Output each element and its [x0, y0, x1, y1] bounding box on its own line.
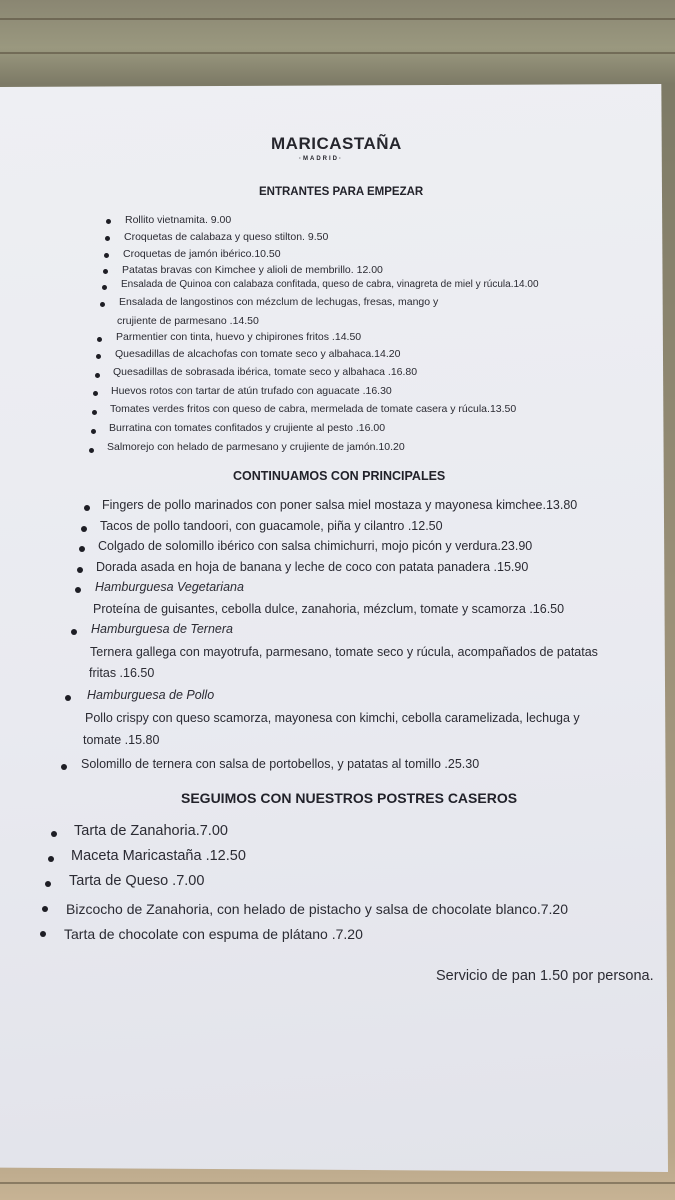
wood-plank-line	[0, 18, 675, 20]
menu-item-description: Ternera gallega con mayotrufa, parmesano, tomate seco y rúcula, acompañados de patatas	[90, 645, 598, 659]
bullet	[89, 448, 94, 453]
menu-item-continuation: tomate .15.80	[83, 733, 160, 747]
bullet	[96, 354, 101, 359]
section-heading-postres: SEGUIMOS CON NUESTROS POSTRES CASEROS	[181, 790, 518, 806]
bullet	[95, 373, 100, 378]
bullet	[48, 856, 54, 862]
menu-item-title: Hamburguesa de Ternera	[91, 622, 233, 636]
bullet	[61, 764, 67, 770]
menu-item: Tarta de Queso .7.00	[69, 873, 205, 889]
menu-item: Salmorejo con helado de parmesano y crujiente de jamón.10.20	[107, 441, 405, 453]
brand-city: ·MADRID·	[299, 156, 343, 162]
bullet	[40, 931, 46, 937]
bullet	[51, 831, 57, 837]
bullet	[81, 526, 87, 532]
menu-item: Ensalada de langostinos con mézclum de lechugas, fresas, mango y	[119, 296, 439, 308]
menu-item: Croquetas de calabaza y queso stilton. 9.50	[124, 231, 329, 243]
menu-item: Tarta de Zanahoria.7.00	[74, 823, 228, 839]
wood-plank-line	[0, 52, 675, 54]
menu-item-continuation: fritas .16.50	[89, 666, 155, 680]
menu-item-title: Hamburguesa Vegetariana	[95, 580, 244, 594]
bullet	[42, 906, 48, 912]
menu-item: Ensalada de Quinoa con calabaza confitada, queso de cabra, vinagreta de miel y rúcula.14.00	[121, 279, 539, 290]
bullet	[97, 337, 102, 342]
bullet	[100, 302, 105, 307]
bullet	[105, 236, 110, 241]
bullet	[71, 629, 77, 635]
brand-name: MARICASTAÑA	[271, 134, 402, 153]
bullet	[65, 695, 71, 701]
menu-item: Burratina con tomates confitados y crujiente al pesto .16.00	[109, 422, 386, 434]
menu-item: Croquetas de jamón ibérico.10.50	[123, 248, 281, 260]
bullet	[75, 587, 81, 593]
menu-item: Bizcocho de Zanahoria, con helado de pistacho y salsa de chocolate blanco.7.20	[66, 901, 569, 917]
menu-item: Colgado de solomillo ibérico con salsa chimichurri, mojo picón y verdura.23.90	[98, 539, 533, 553]
bullet	[103, 269, 108, 274]
section-heading-entrantes: ENTRANTES PARA EMPEZAR	[259, 186, 424, 198]
menu-item: Tarta de chocolate con espuma de plátano .7.20	[64, 926, 363, 942]
menu-item: Huevos rotos con tartar de atún trufado con aguacate .16.30	[111, 385, 392, 397]
menu-item: Rollito vietnamita. 9.00	[125, 214, 232, 226]
wood-plank-line	[0, 1182, 675, 1184]
menu-item: Dorada asada en hoja de banana y leche de coco con patata panadera .15.90	[96, 560, 529, 574]
menu-item-description: Proteína de guisantes, cebolla dulce, zanahoria, mézclum, tomate y scamorza .16.50	[93, 602, 565, 616]
menu-item: Tacos de pollo tandoori, con guacamole, piña y cilantro .12.50	[100, 519, 443, 533]
bullet	[84, 505, 90, 511]
menu-item-continuation: crujiente de parmesano .14.50	[117, 315, 259, 327]
menu-item-description: Pollo crispy con queso scamorza, mayonesa con kimchi, cebolla caramelizada, lechuga y	[85, 711, 580, 725]
bullet	[79, 546, 85, 552]
menu-item: Maceta Maricastaña .12.50	[71, 848, 246, 864]
menu-item: Quesadillas de alcachofas con tomate seco y albahaca.14.20	[115, 348, 401, 360]
bullet	[45, 881, 51, 887]
menu-item: Quesadillas de sobrasada ibérica, tomate seco y albahaca .16.80	[113, 366, 418, 378]
bullet	[106, 219, 111, 224]
bullet	[77, 567, 83, 573]
footer-note: Servicio de pan 1.50 por persona.	[436, 968, 654, 984]
menu-item: Tomates verdes fritos con queso de cabra, mermelada de tomate casera y rúcula.13.50	[110, 403, 517, 415]
bullet	[102, 285, 107, 290]
menu-item: Fingers de pollo marinados con poner salsa miel mostaza y mayonesa kimchee.13.80	[102, 498, 578, 512]
bullet	[92, 410, 97, 415]
bullet	[91, 429, 96, 434]
menu-item: Solomillo de ternera con salsa de portobellos, y patatas al tomillo .25.30	[81, 757, 480, 771]
bullet	[93, 391, 98, 396]
menu-item-title: Hamburguesa de Pollo	[87, 688, 215, 702]
menu-item: Parmentier con tinta, huevo y chipirones fritos .14.50	[116, 331, 362, 343]
menu-item: Patatas bravas con Kimchee y alioli de membrillo. 12.00	[122, 264, 383, 276]
section-heading-principales: CONTINUAMOS CON PRINCIPALES	[233, 469, 446, 483]
bullet	[104, 253, 109, 258]
